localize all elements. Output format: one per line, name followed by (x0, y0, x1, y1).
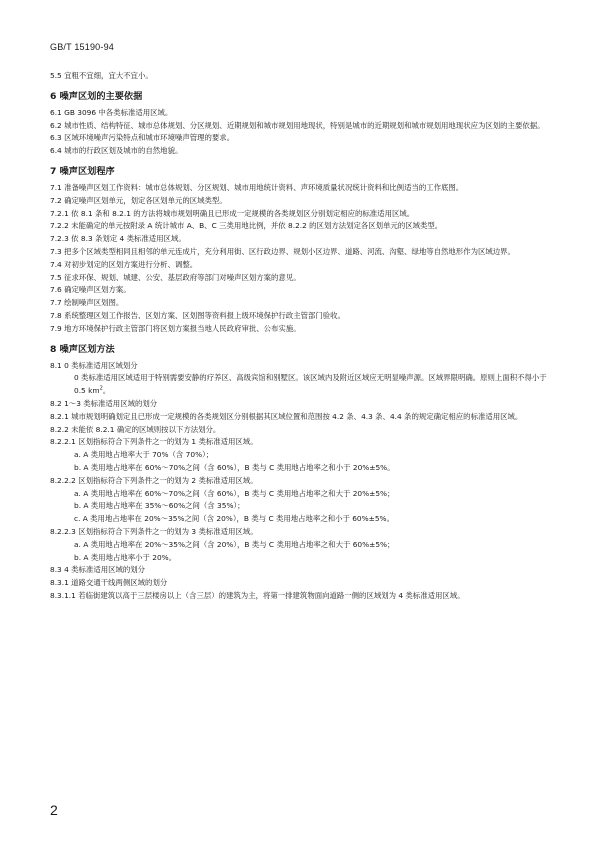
clause-8-2-2-2: 8.2.2.2 区划指标符合下列条件之一的划为 2 类标准适用区域。 (50, 475, 258, 485)
clause-8-1-end: 。 (102, 386, 111, 396)
clause-7-2-3: 7.2.3 依 8.3 条划定 4 类标准适用区域。 (50, 234, 186, 244)
clause-7-6: 7.6 确定噪声区划方案。 (50, 285, 131, 295)
clause-5-5: 5.5 宜粗不宜细，宜大不宜小。 (50, 71, 153, 80)
clause-7-7: 7.7 绘制噪声区划图。 (50, 298, 124, 308)
clause-8-2-2-2-b: b. A 类用地占地率在 35%～60%之间（含 35%）； (74, 501, 245, 511)
clause-8-2-2-1-b: b. A 类用地占地率在 60%～70%之间（含 60%），B 类与 C 类用地占地率之和小于 20%±5%。 (74, 462, 395, 472)
clause-7-3: 7.3 把多个区域类型相同且相邻的单元连成片，充分利用街、区行政边界、规划小区边界、道路、河流、沟壑、绿地等自然地形作为区域边界。 (50, 246, 515, 256)
clause-6-2: 6.2 城市性质、结构特征、城市总体规划、分区规划、近期规划和城市规划用地现状，特别是城市的近期规划和城市规划用地现状应为区划的主要依据。 (50, 120, 545, 130)
page-number: 2 (50, 802, 58, 818)
clause-8-2-1: 8.2.1 城市规划明确划定且已形成一定规模的各类规划区分别根据其区域位置和范围按 4.2 条、4.3 条、4.4 条的规定确定相应的标准适用区域。 (50, 411, 523, 421)
clause-8-1-body (50, 372, 550, 398)
clause-8-2-2-2-a: a. A 类用地占地率在 60%～70%之间（含 60%），B 类与 C 类用地占地率之和大于 20%±5%； (74, 488, 395, 498)
clause-6-3: 6.3 区域环境噪声污染特点和城市环境噪声管理的要求。 (50, 133, 235, 143)
clause-6-4: 6.4 城市的行政区划及城市的自然地貌。 (50, 146, 183, 156)
section-heading-8: 8 噪声区划方法 (50, 343, 115, 355)
clause-8-1-text: 0 类标准适用区域适用于特别需要安静的疗养区、高级宾馆和别墅区。该区域内及附近区域应无明显噪声源。区域界限明确。原则上面积不得小于 0.5 km (74, 373, 547, 396)
document-body (50, 70, 550, 603)
clause-8-2-2-1-a: a. A 类用地占地率大于 70%（含 70%）； (74, 450, 214, 460)
clause-8-2-2-3: 8.2.2.3 区划指标符合下列条件之一的划为 3 类标准适用区域。 (50, 526, 258, 536)
section-heading-7: 7 噪声区划程序 (50, 165, 115, 177)
clause-8-2-2-1: 8.2.2.1 区划指标符合下列条件之一的划为 1 类标准适用区域。 (50, 437, 258, 447)
clause-8-3: 8.3 4 类标准适用区域的划分 (50, 565, 146, 575)
clause-8-2-2-3-a: a. A 类用地占地率在 20%～35%之间（含 20%），B 类与 C 类用地占地率之和大于 60%±5%； (74, 539, 395, 549)
clause-7-9: 7.9 地方环境保护行政主管部门将区划方案报当地人民政府审批、公布实施。 (50, 323, 301, 333)
clause-6-1: 6.1 GB 3096 中各类标准适用区域。 (50, 107, 173, 117)
clause-8-2-2: 8.2.2 未能依 8.2.1 确定的区域则按以下方法划分。 (50, 424, 221, 434)
area-unit-exponent: 2 (99, 385, 103, 392)
clause-8-3-1-1: 8.3.1.1 若临街建筑以高于三层楼房以上（含三层）的建筑为主，将第一排建筑物面向道路一侧的区域划为 4 类标准适用区域。 (50, 590, 465, 600)
clause-7-2: 7.2 确定噪声区划单元，划定各区划单元的区域类型。 (50, 195, 227, 205)
clause-7-8: 7.8 系统整理区划工作报告、区划方案、区划图等资料报上级环境保护行政主管部门验收。 (50, 310, 345, 320)
clause-8-2-2-2-c: c. A 类用地占地率在 20%～35%之间（含 20%），B 类与 C 类用地占地率之和小于 60%±5%。 (74, 514, 394, 524)
clause-8-2-2-3-b: b. A 类用地占地率小于 20%。 (74, 552, 177, 562)
clause-7-5: 7.5 征求环保、规划、城建、公安、基层政府等部门对噪声区划方案的意见。 (50, 272, 301, 282)
clause-7-1: 7.1 准备噪声区划工作资料：城市总体规划、分区规划、城市用地统计资料、声环境质量状况统计资料和比例适当的工作底图。 (50, 182, 464, 192)
clause-7-4: 7.4 对初步划定的区划方案进行分析、调整。 (50, 259, 198, 269)
document-code-header: GB/T 15190-94 (50, 42, 114, 52)
clause-8-3-1: 8.3.1 道路交通干线两侧区域的划分 (50, 578, 168, 588)
clause-8-2: 8.2 1～3 类标准适用区域的划分 (50, 398, 158, 408)
clause-7-2-1: 7.2.1 依 8.1 条和 8.2.1 的方法将城市规划明确且已形成一定规模的各类规划区分别划定相应的标准适用区域。 (50, 208, 415, 218)
clause-8-1: 8.1 0 类标准适用区域划分 (50, 360, 138, 370)
section-heading-6: 6 噪声区划的主要依据 (50, 90, 143, 102)
clause-7-2-2: 7.2.2 未能确定的单元按附录 A 统计城市 A、B、C 三类用地比例，并依 8.2.2 的区划方法划定各区划单元的区域类型。 (50, 221, 443, 231)
